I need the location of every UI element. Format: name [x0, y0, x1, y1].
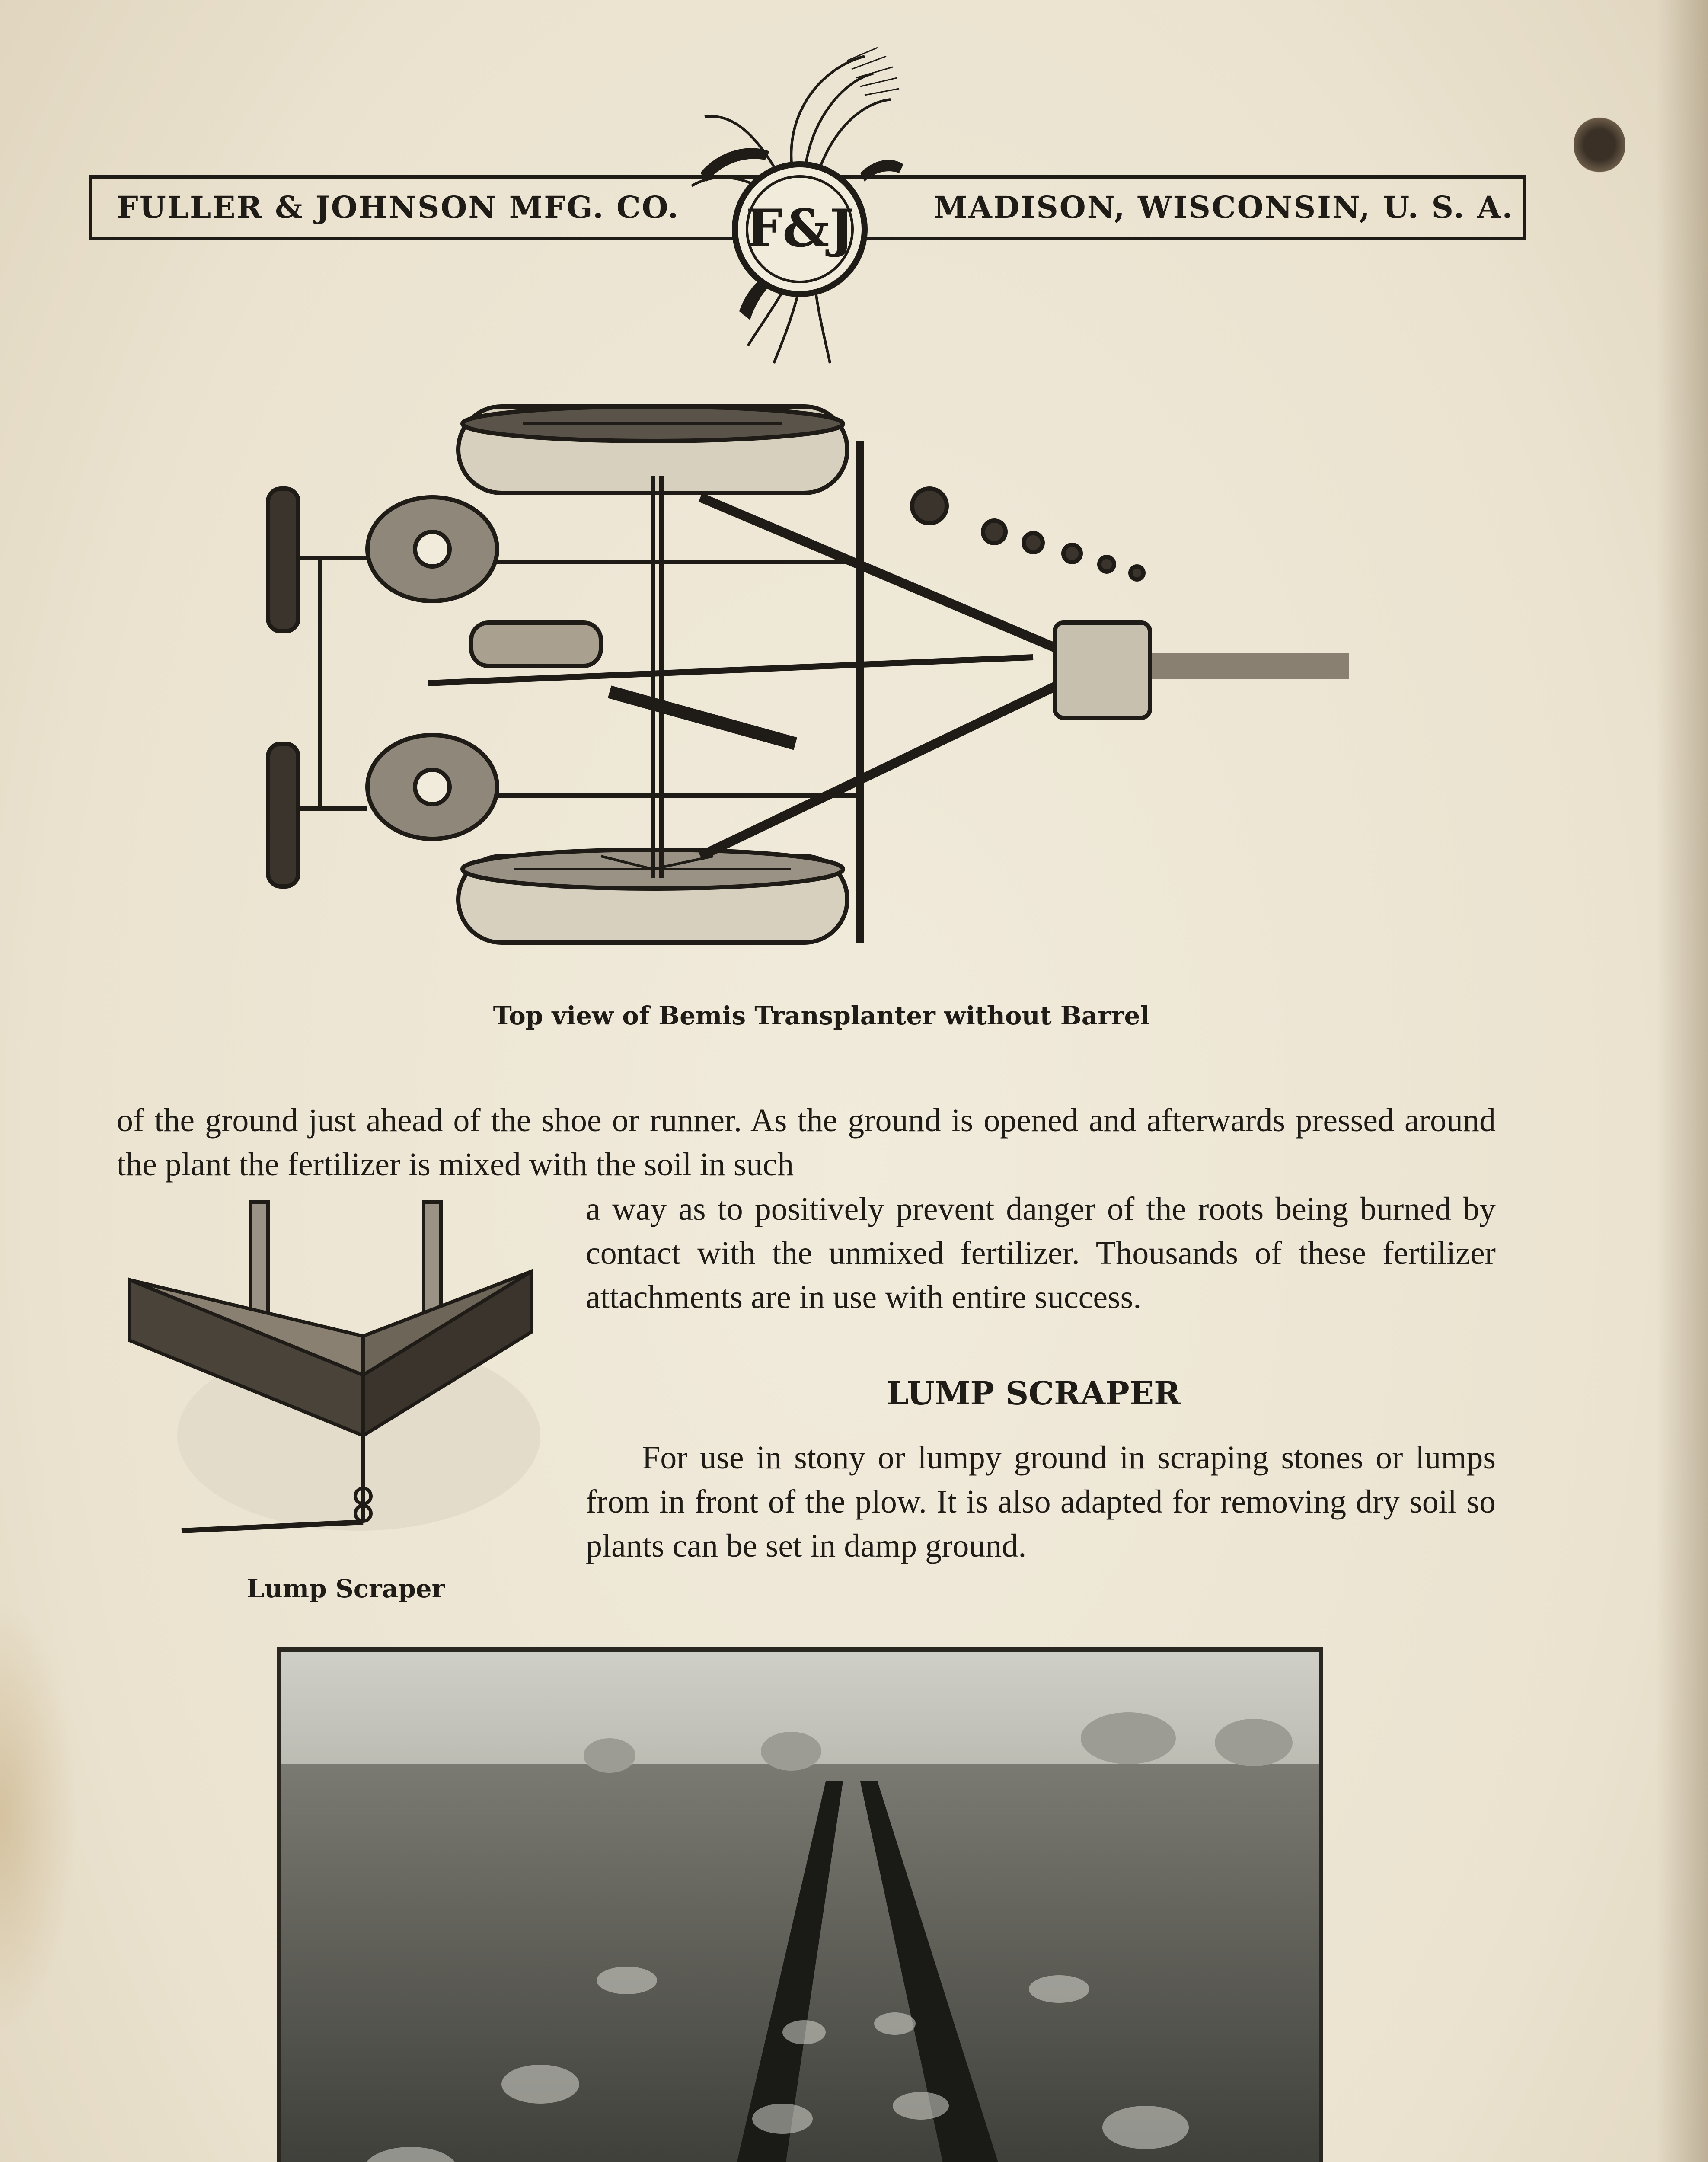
lump-scraper-caption: Lump Scraper — [246, 1574, 445, 1603]
page-edge-shadow — [1656, 0, 1708, 2162]
logo-monogram: F&J — [745, 198, 854, 259]
paragraph-lump-scraper: For use in stony or lumpy ground in scraping stones or lumps from in front of the plow. It is also adapted for removing dry soil so plants can be set in damp ground. — [586, 1439, 1496, 1564]
paragraph-fertilizer-continued: a way as to positively prevent danger of the roots being burned by contact with the unmixed fertilizer. Thousands of these fertilizer attachments are in use with entire success. — [586, 1191, 1496, 1315]
header-location: MADISON, WISCONSIN, U. S. A. — [934, 189, 1514, 225]
section-heading-lump-scraper: LUMP SCRAPER — [886, 1375, 1181, 1412]
transplanter-illustration — [255, 398, 1370, 995]
paragraph-fertilizer-intro: of the ground just ahead of the shoe or runner. As the ground is opened and afterwards pressed around the plant the fertilizer is mixed with the soil in such — [117, 1102, 1496, 1183]
header-company-name: FULLER & JOHNSON MFG. CO. — [117, 189, 680, 225]
paper-stain — [0, 1600, 78, 2032]
binding-hole — [1574, 117, 1625, 173]
lump-scraper-illustration — [121, 1193, 553, 1583]
company-logo — [674, 43, 916, 372]
wheat-sheaf-icon — [674, 43, 916, 372]
field-photograph — [277, 1647, 1323, 2162]
transplanter-caption: Top view of Bemis Transplanter without Barrel — [493, 1001, 1150, 1030]
